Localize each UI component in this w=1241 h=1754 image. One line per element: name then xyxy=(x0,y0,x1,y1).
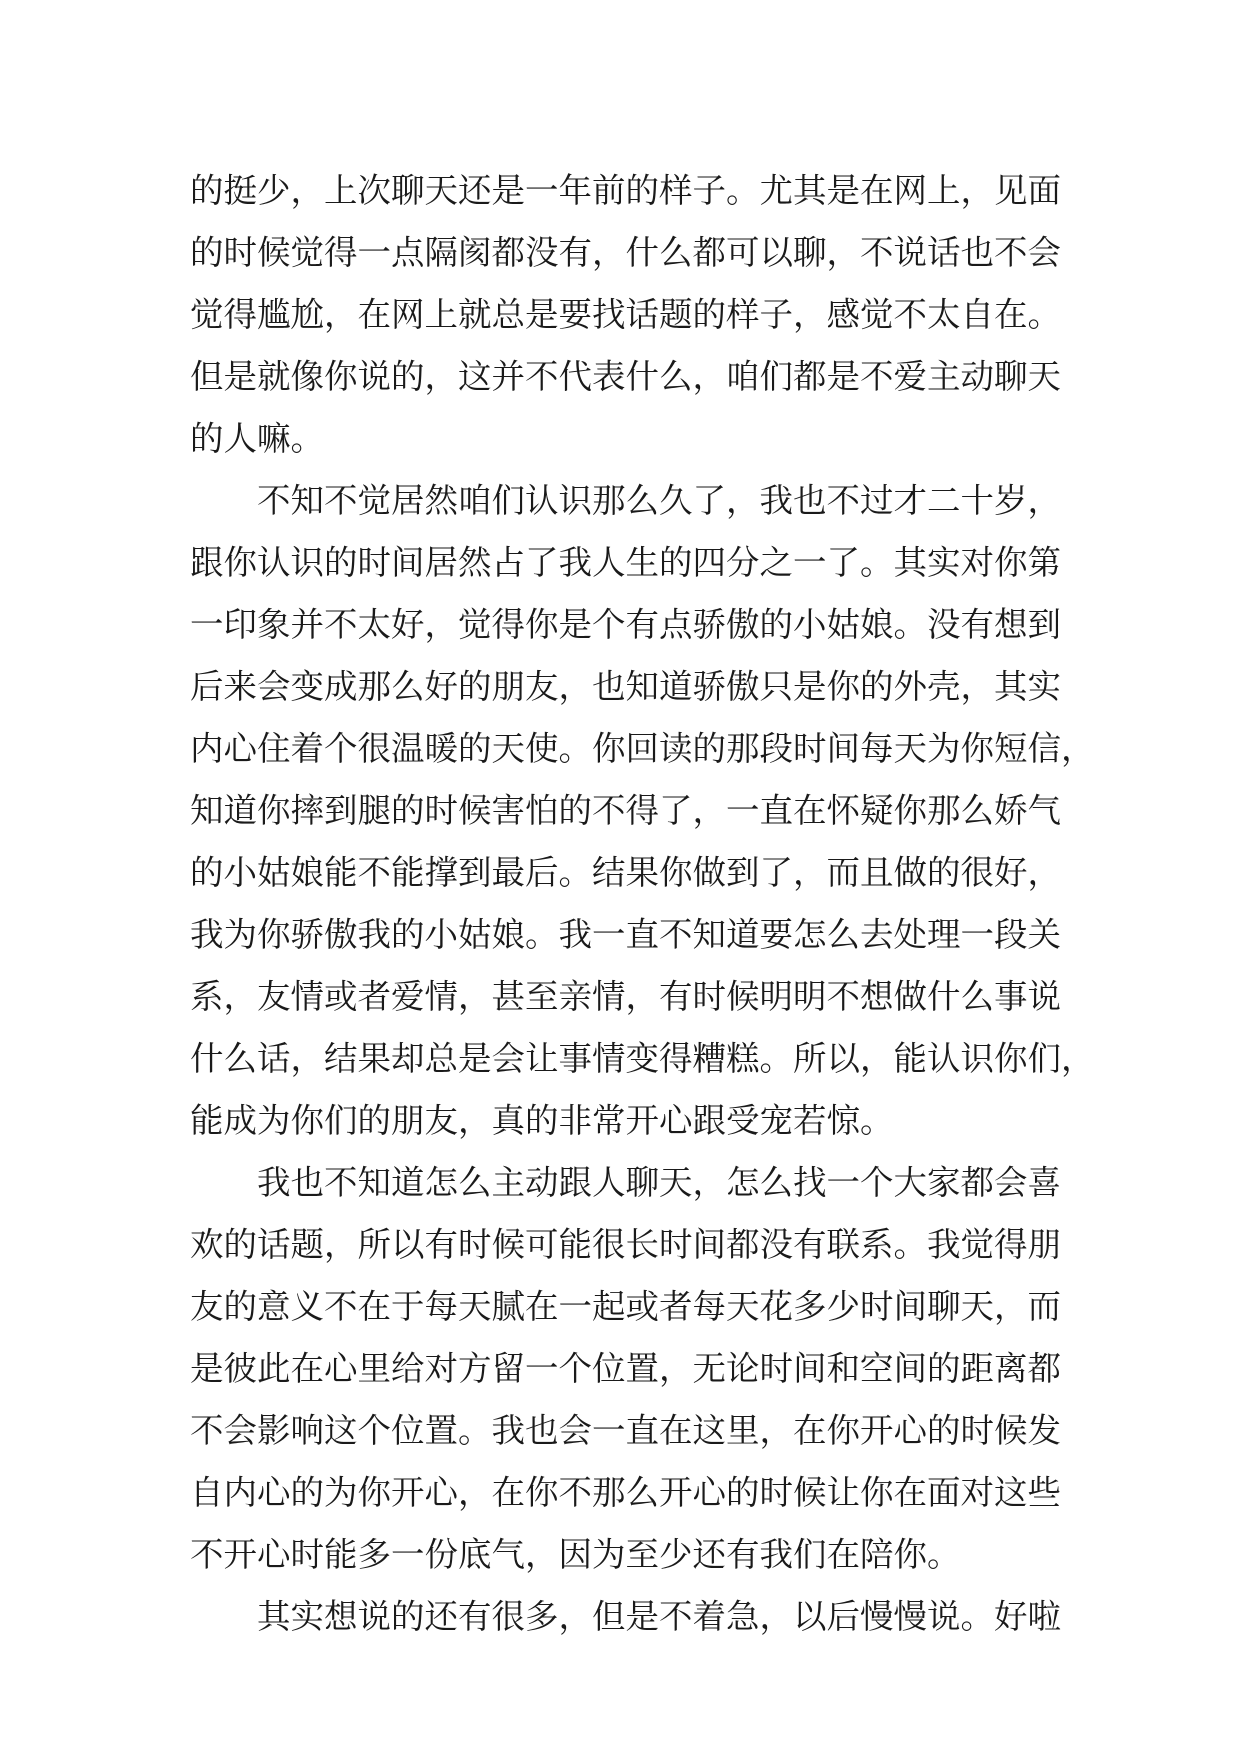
text-line: 一印象并不太好，觉得你是个有点骄傲的小姑娘。没有想到 xyxy=(190,605,1061,644)
text-line: 系，友情或者爱情，甚至亲情，有时候明明不想做什么事说 xyxy=(190,977,1061,1016)
text-line: 自内心的为你开心，在你不那么开心的时候让你在面对这些 xyxy=(190,1473,1061,1512)
text-line: 什么话，结果却总是会让事情变得糟糕。所以，能认识你们， xyxy=(190,1039,1095,1078)
text-line: 觉得尴尬，在网上就总是要找话题的样子，感觉不太自在。 xyxy=(190,295,1061,334)
text-line: 跟你认识的时间居然占了我人生的四分之一了。其实对你第 xyxy=(190,543,1061,582)
text-line: 不开心时能多一份底气，因为至少还有我们在陪你。 xyxy=(190,1535,961,1574)
paragraph-start-line: 其实想说的还有很多，但是不着急，以后慢慢说。好啦 xyxy=(257,1597,1061,1636)
text-line: 是彼此在心里给对方留一个位置，无论时间和空间的距离都 xyxy=(190,1349,1061,1388)
text-line: 的人嘛。 xyxy=(190,419,324,458)
paragraph-start-line: 我也不知道怎么主动跟人聊天，怎么找一个大家都会喜 xyxy=(257,1163,1061,1202)
text-line: 能成为你们的朋友，真的非常开心跟受宠若惊。 xyxy=(190,1101,894,1140)
text-line: 的小姑娘能不能撑到最后。结果你做到了，而且做的很好， xyxy=(190,853,1061,892)
paragraph-start-line: 不知不觉居然咱们认识那么久了，我也不过才二十岁， xyxy=(257,481,1061,520)
text-line: 的挺少，上次聊天还是一年前的样子。尤其是在网上，见面 xyxy=(190,171,1061,210)
text-line: 欢的话题，所以有时候可能很长时间都没有联系。我觉得朋 xyxy=(190,1225,1061,1264)
text-line: 的时候觉得一点隔阂都没有，什么都可以聊，不说话也不会 xyxy=(190,233,1061,272)
text-line: 知道你摔到腿的时候害怕的不得了，一直在怀疑你那么娇气 xyxy=(190,791,1061,830)
text-line: 我为你骄傲我的小姑娘。我一直不知道要怎么去处理一段关 xyxy=(190,915,1061,954)
body-text xyxy=(190,160,1095,1648)
text-line: 后来会变成那么好的朋友，也知道骄傲只是你的外壳，其实 xyxy=(190,667,1061,706)
text-line: 不会影响这个位置。我也会一直在这里，在你开心的时候发 xyxy=(190,1411,1061,1450)
text-line: 但是就像你说的，这并不代表什么，咱们都是不爱主动聊天 xyxy=(190,357,1061,396)
text-line: 友的意义不在于每天腻在一起或者每天花多少时间聊天，而 xyxy=(190,1287,1061,1326)
text-line: 内心住着个很温暖的天使。你回读的那段时间每天为你短信， xyxy=(190,729,1095,768)
